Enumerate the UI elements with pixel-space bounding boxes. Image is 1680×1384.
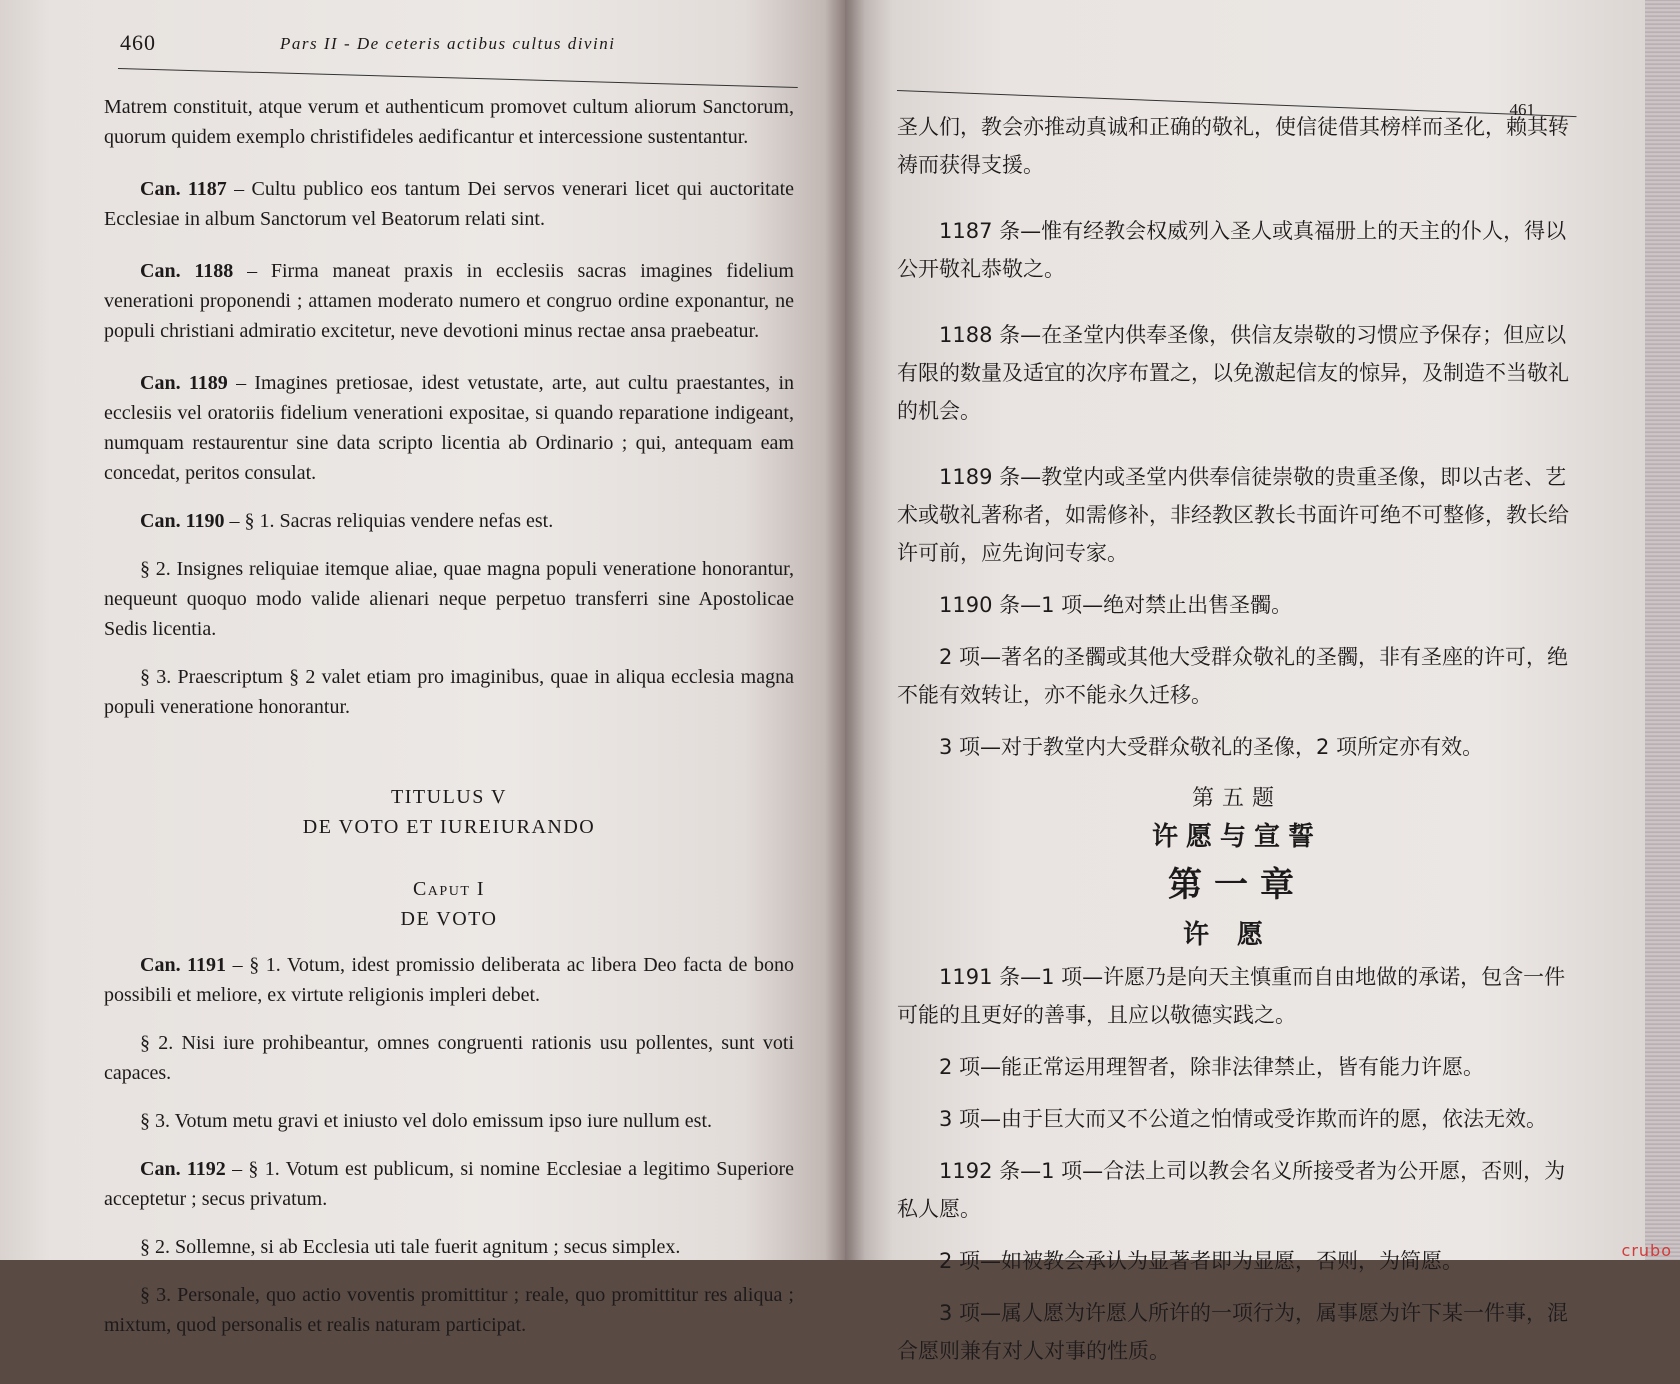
titulus-name: DE VOTO ET IUREIURANDO [302,816,596,838]
canon-1188: Can. 1188 – Firma maneat praxis in ecclesiis sacras imagines fidelium venerationi proponendi ; attamen moderato numero et congruo ordine exponantur, ne populi christiani admiratio excitetur, neve devotioni minus rectae ansa praebeatur. [104,260,794,342]
left-page-body [104,92,794,1358]
canon-1191: Can. 1191 – § 1. Votum, idest promissio deliberata ac libera Deo facta de bono possibili et meliore, ex virtute religionis impleri debet. [104,954,794,1006]
left-header-rule [118,68,798,88]
right-page-number: 461 [1509,100,1535,119]
caput: Caput I [412,878,486,900]
paragraph: § 3. Personale, quo actio voventis promittitur ; reale, quo promittitur res aliqua ; mixtum, quod personalis et realis naturam participat. [104,1284,794,1336]
paragraph: 2 项—如被教会承认为显著者即为显愿，否则，为简愿。 [939,1249,1464,1273]
article-1187: 1187 条—惟有经教会权威列入圣人或真福册上的天主的仆人，得以公开敬礼恭敬之。 [897,219,1567,281]
paragraph: 2 项—著名的圣髑或其他大受群众敬礼的圣髑，非有圣座的许可，绝不能有效转让，亦不能永久迁移。 [897,645,1569,707]
canon-1192: Can. 1192 – § 1. Votum est publicum, si nomine Ecclesiae a legitimo Superiore acceptetur ; secus privatum. [104,1158,795,1210]
running-head: Pars II - De ceteris actibus cultus divini [280,34,616,53]
title-name: 许愿与宣誓 [1151,822,1322,852]
article-1188: 1188 条—在圣堂内供奉圣像，供信友崇敬的习惯应予保存；但应以有限的数量及适宜的次序布置之，以免激起信友的惊异，及制造不当敬礼的机会。 [897,323,1569,423]
page-edges [1645,0,1680,1260]
titulus: TITULUS V [391,786,507,808]
left-page-number: 460 [120,30,156,55]
title-number: 第五题 [1191,786,1282,811]
chapter-heading: 第一章 [1168,865,1306,905]
paragraph: § 3. Votum metu gravi et iniusto vel dolo emissum ipso iure nullum est. [140,1110,713,1132]
paragraph: 圣人们，教会亦推动真诚和正确的敬礼，使信徒借其榜样而圣化，赖其转祷而获得支援。 [897,115,1569,177]
paragraph: 3 项—属人愿为许愿人所许的一项行为，属事愿为许下某一件事，混合愿则兼有对人对事的性质。 [897,1301,1569,1363]
paragraph: Matrem constituit, atque verum et authenticum promovet cultum aliorum Sanctorum, quorum quidem exemplo christifideles aedificantur et intercessione sustentantur. [104,96,794,148]
book-spine-shadow [825,0,865,1260]
paragraph: 3 项—由于巨大而又不公道之怕情或受诈欺而许的愿，依法无效。 [939,1107,1548,1131]
paragraph: 2 项—能正常运用理智者，除非法律禁止，皆有能力许愿。 [939,1055,1485,1079]
paragraph: § 2. Sollemne, si ab Ecclesia uti tale fuerit agnitum ; secus simplex. [140,1236,681,1258]
article-1190: 1190 条—1 项—绝对禁止出售圣髑。 [939,593,1293,617]
right-page-body [897,108,1577,1384]
chapter-name: 许愿 [1182,920,1291,950]
canon-1189: Can. 1189 – Imagines pretiosae, idest vetustate, arte, aut cultu praestantes, in ecclesiis vel oratoriis fidelium venerationi expositae, si quando reparatione indigeant, numquam restaurentur sine data scripto licentia ab Ordinario ; qui, antequam eam concedat, peritos consulat. [104,372,795,484]
left-page [0,0,845,1336]
article-1189: 1189 条—教堂内或圣堂内供奉信徒崇敬的贵重圣像，即以古老、艺术或敬礼著称者，如需修补，非经教区教长书面许可绝不可整修，教长给许可前，应先询问专家。 [897,465,1569,565]
article-1192: 1192 条—1 项—合法上司以教会名义所接受者为公开愿，否则，为私人愿。 [897,1159,1566,1221]
paragraph: § 3. Praescriptum § 2 valet etiam pro imaginibus, quae in aliqua ecclesia magna populi veneratione honorantur. [104,666,794,718]
caput-name: DE VOTO [400,908,498,930]
article-1191: 1191 条—1 项—许愿乃是向天主慎重而自由地做的承诺，包含一件可能的且更好的善事，且应以敬德实践之。 [897,965,1566,1027]
paragraph: 3 项—对于教堂内大受群众敬礼的圣像，2 项所定亦有效。 [939,735,1484,759]
canon-1190: Can. 1190 – § 1. Sacras reliquias vendere nefas est. [140,510,554,532]
watermark: crubo [1621,1241,1672,1260]
paragraph: § 2. Nisi iure prohibeantur, omnes congruenti rationis usu pollentes, sunt voti capaces. [104,1032,794,1084]
canon-1187: Can. 1187 – Cultu publico eos tantum Dei servos venerari licet qui auctoritate Ecclesiae in album Sanctorum vel Beatorum relati sint. [104,178,795,230]
right-page [845,0,1645,1363]
paragraph: § 2. Insignes reliquiae itemque aliae, quae magna populi veneratione honorantur, nequeunt quoquo modo valide alienari neque perpetuo transferri sine Apostolicae Sedis licentia. [104,558,794,640]
